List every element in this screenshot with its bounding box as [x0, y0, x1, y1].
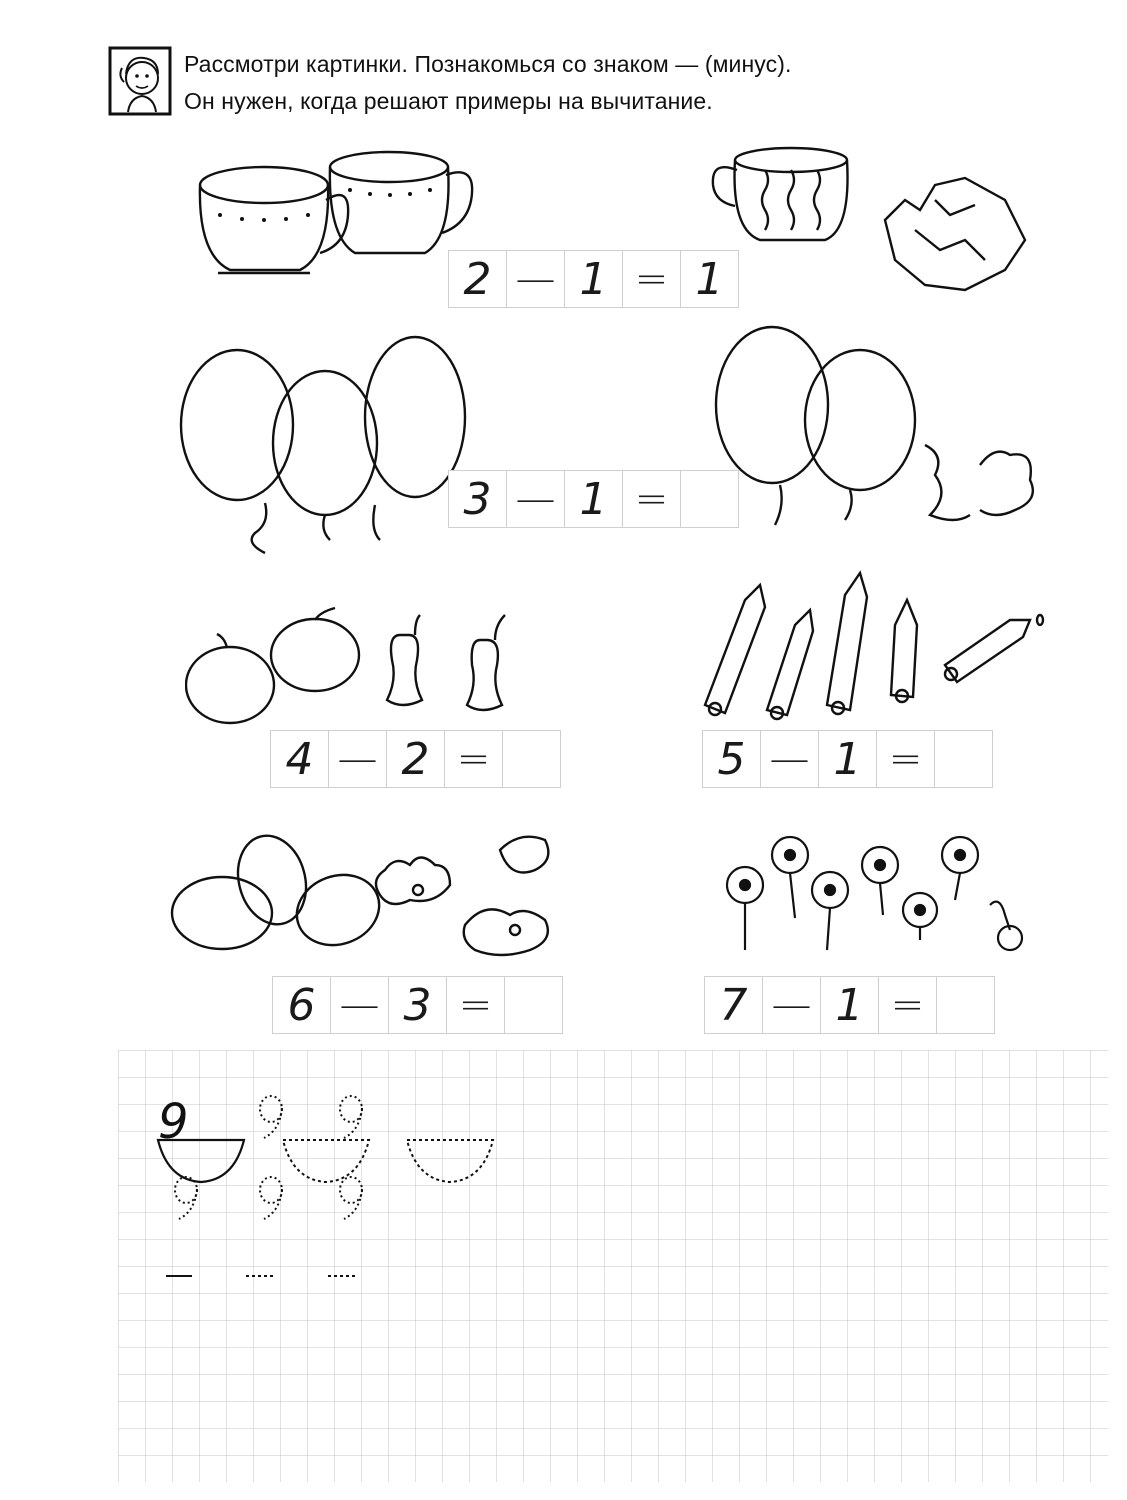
equation-cell: 1 [565, 251, 623, 307]
equation-cell: 2 [387, 731, 445, 787]
answer-cell[interactable] [681, 471, 738, 527]
minus-sign: — [507, 251, 565, 307]
eggs-icon [170, 825, 590, 975]
flowers-icon [715, 830, 1035, 960]
equals-sign: = [623, 251, 681, 307]
minus-sign: — [507, 471, 565, 527]
equation-cell: 7 [705, 977, 763, 1033]
balloons-and-popped-balloon-icon [710, 325, 1070, 545]
minus-sign: — [763, 977, 821, 1033]
equation-box-1 [448, 250, 739, 308]
equation-cell: 3 [449, 471, 507, 527]
equation-cell: 3 [389, 977, 447, 1033]
equation-cell: 1 [819, 731, 877, 787]
equation-box-4 [702, 730, 993, 788]
equation-cell: 1 [821, 977, 879, 1033]
equation-cell: 2 [449, 251, 507, 307]
answer-cell[interactable] [503, 731, 560, 787]
equals-sign: = [623, 471, 681, 527]
minus-sign: — [329, 731, 387, 787]
girl-icon [108, 46, 172, 116]
answer-cell[interactable] [937, 977, 994, 1033]
equation-box-3 [270, 730, 561, 788]
answer-cell[interactable] [935, 731, 992, 787]
instruction-line-1: Рассмотри картинки. Познакомься со знаком — (минус). [184, 51, 792, 77]
equals-sign: = [445, 731, 503, 787]
copybook-grid[interactable] [118, 1050, 1127, 1490]
answer-cell[interactable] [505, 977, 562, 1033]
pencils-icon [695, 565, 1055, 725]
minus-sign: — [331, 977, 389, 1033]
equation-box-5 [272, 976, 563, 1034]
equals-sign: = [447, 977, 505, 1033]
equation-cell: 1 [565, 471, 623, 527]
equation-cell: 6 [273, 977, 331, 1033]
answer-cell[interactable]: 1 [695, 253, 724, 305]
equation-box-6 [704, 976, 995, 1034]
equation-box-2 [448, 470, 739, 528]
cup-and-broken-cup-icon [705, 140, 1045, 300]
equals-sign: = [877, 731, 935, 787]
balloons-icon [175, 335, 475, 555]
equals-sign: = [879, 977, 937, 1033]
minus-sign: — [761, 731, 819, 787]
cups-icon [190, 145, 480, 285]
sample-digit-9: 9 [158, 1094, 189, 1150]
equation-cell: 4 [271, 731, 329, 787]
equation-cell: 5 [703, 731, 761, 787]
instruction-line-2: Он нужен, когда решают примеры на вычитание. [184, 88, 713, 114]
apples-icon [185, 600, 545, 730]
